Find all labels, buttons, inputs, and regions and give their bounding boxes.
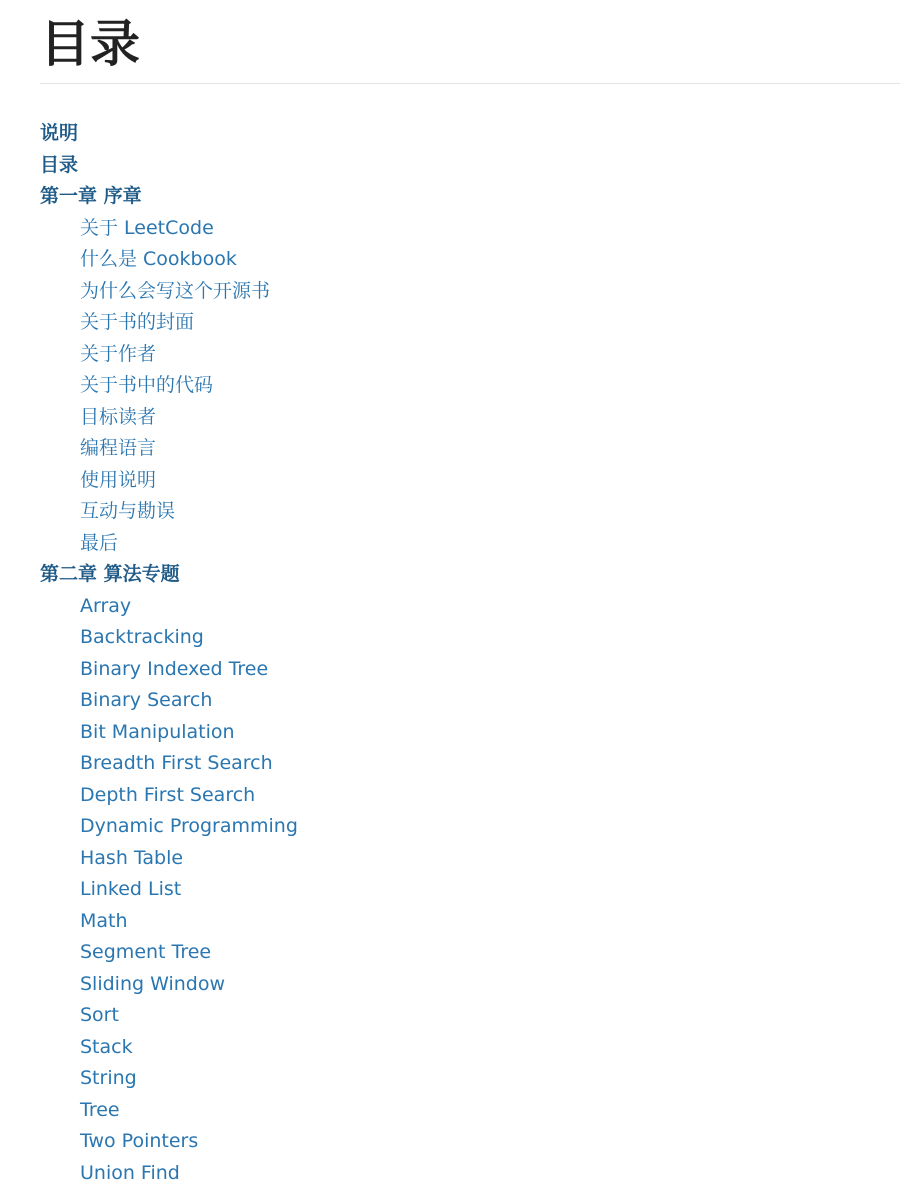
toc-item [40,402,298,434]
toc-item-link[interactable]: 目标读者 [80,405,157,428]
toc-item [40,213,298,245]
toc-item [40,1032,298,1064]
toc-section [40,181,298,213]
toc-item [40,969,298,1001]
toc-item-link[interactable]: Two Pointers [80,1130,199,1152]
toc-item-link[interactable]: Sort [80,1004,119,1026]
toc-item [40,465,298,497]
toc-item-link[interactable]: Dynamic Programming [80,815,298,837]
toc-item-link[interactable]: String [80,1067,137,1089]
toc-item [40,276,298,308]
toc-item [40,906,298,938]
toc-item [40,748,298,780]
toc-item [40,339,298,371]
toc-item-link[interactable]: 关于书的封面 [80,311,195,333]
toc-item [40,433,298,465]
toc-item-link[interactable]: Binary Indexed Tree [80,657,269,680]
toc-item [40,780,298,812]
toc-item-link[interactable]: 编程语言 [80,437,157,459]
toc-item-link[interactable]: Depth First Search [80,783,256,806]
toc-item-link[interactable]: 为什么会写这个开源书 [80,279,271,302]
toc-item-link[interactable]: Array [80,594,132,617]
toc-item-link[interactable]: Backtracking [80,626,204,648]
toc-item-link[interactable]: Bit Manipulation [80,720,235,743]
toc-item [40,654,298,686]
toc-item-link[interactable]: Breadth First Search [80,752,273,774]
toc-item [40,591,298,623]
toc-item-link[interactable]: Math [80,909,128,932]
toc-section-link[interactable]: 第一章 序章 [40,185,142,207]
toc-item [40,1126,298,1158]
toc-item [40,496,298,528]
toc-item [40,1000,298,1032]
toc-item [40,685,298,717]
toc-item-link[interactable]: 使用说明 [80,468,157,491]
toc-item-link[interactable]: 关于书中的代码 [80,374,214,396]
toc-item [40,843,298,875]
toc-item-link[interactable]: 什么是 Cookbook [80,248,237,270]
toc-item-link[interactable]: 互动与勘误 [80,500,176,522]
toc-item [40,370,298,402]
toc-item [40,811,298,843]
toc-item-link[interactable]: 关于 LeetCode [80,216,214,239]
toc-item-link[interactable]: Linked List [80,878,182,900]
toc-item-link[interactable]: Union Find [80,1161,180,1184]
toc-section-link[interactable]: 目录 [40,153,79,176]
toc-item-link[interactable]: Sliding Window [80,972,226,995]
toc-section-link[interactable]: 说明 [40,122,79,144]
toc-item-link[interactable]: Hash Table [80,846,184,869]
toc-item [40,1158,298,1190]
toc-item [40,622,298,654]
toc-section [40,150,298,182]
title-divider [40,83,900,84]
toc-section [40,559,298,591]
toc-item-link[interactable]: Binary Search [80,689,213,711]
toc-item-link[interactable]: Stack [80,1035,133,1058]
toc-item [40,1095,298,1127]
page-title: 目录 [40,15,140,73]
toc-item [40,874,298,906]
toc-item [40,244,298,276]
toc-section [40,118,298,150]
toc-item-link[interactable]: Segment Tree [80,941,212,963]
toc-item [40,528,298,560]
table-of-contents [40,118,298,1189]
toc-section-link[interactable]: 第二章 算法专题 [40,563,180,585]
toc-item [40,1063,298,1095]
toc-item-link[interactable]: 关于作者 [80,342,157,365]
toc-item [40,717,298,749]
toc-item [40,937,298,969]
toc-item-link[interactable]: Tree [80,1098,120,1121]
toc-item-link[interactable]: 最后 [80,531,119,554]
toc-item [40,307,298,339]
